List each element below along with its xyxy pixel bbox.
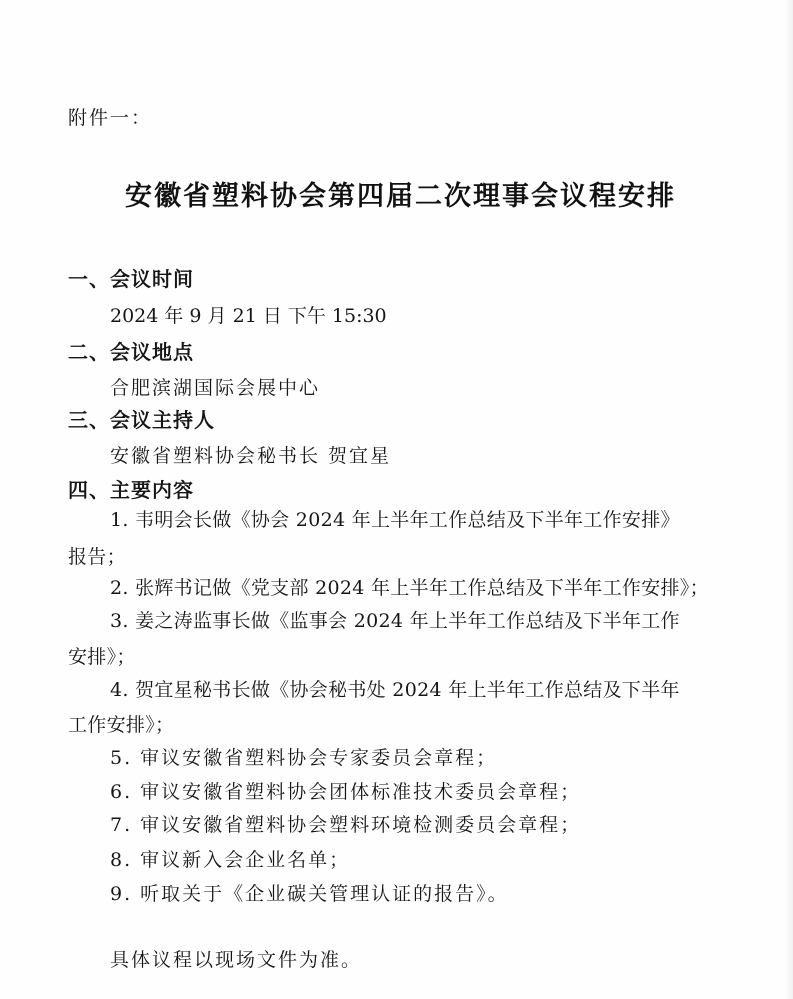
agenda-item-2: 2. 张辉书记做《党支部 2024 年上半年工作总结及下半年工作安排》； xyxy=(110,577,709,599)
attachment-label: 附件一： xyxy=(68,107,153,129)
footer-note: 具体议程以现场文件为准。 xyxy=(110,949,363,971)
page-edge-shadow xyxy=(785,0,793,999)
agenda-item-5: 5. 审议安徽省塑料协会专家委员会章程； xyxy=(110,747,498,769)
agenda-item-7: 7. 审议安徽省塑料协会塑料环境检测委员会章程； xyxy=(110,814,582,836)
agenda-item-4: 4. 贺宜星秘书长做《协会秘书处 2024 年上半年工作总结及下半年 xyxy=(110,679,680,701)
agenda-item-3: 3. 姜之涛监事长做《监事会 2024 年上半年工作总结及下半年工作 xyxy=(110,610,680,632)
section-heading-content: 四、主要内容 xyxy=(68,478,194,502)
section-heading-host: 三、会议主持人 xyxy=(68,408,215,432)
section-heading-location: 二、会议地点 xyxy=(68,340,194,364)
meeting-host: 安徽省塑料协会秘书长 贺宜星 xyxy=(110,445,392,467)
agenda-item-1-continued: 报告； xyxy=(68,546,126,568)
agenda-item-1: 1. 韦明会长做《协会 2024 年上半年工作总结及下半年工作安排》 xyxy=(110,509,680,531)
agenda-item-9: 9. 听取关于《企业碳关管理认证的报告》。 xyxy=(110,883,509,905)
agenda-item-4-continued: 工作安排》； xyxy=(68,714,175,736)
agenda-item-8: 8. 审议新入会企业名单； xyxy=(110,849,351,871)
meeting-time: 2024 年 9 月 21 日 下午 15:30 xyxy=(110,305,387,327)
agenda-item-3-continued: 安排》； xyxy=(68,646,136,668)
document-title: 安徽省塑料协会第四届二次理事会议程安排 xyxy=(125,181,676,212)
section-heading-time: 一、会议时间 xyxy=(68,267,194,291)
meeting-location: 合肥滨湖国际会展中心 xyxy=(110,377,321,399)
agenda-item-6: 6. 审议安徽省塑料协会团体标准技术委员会章程； xyxy=(110,781,582,803)
